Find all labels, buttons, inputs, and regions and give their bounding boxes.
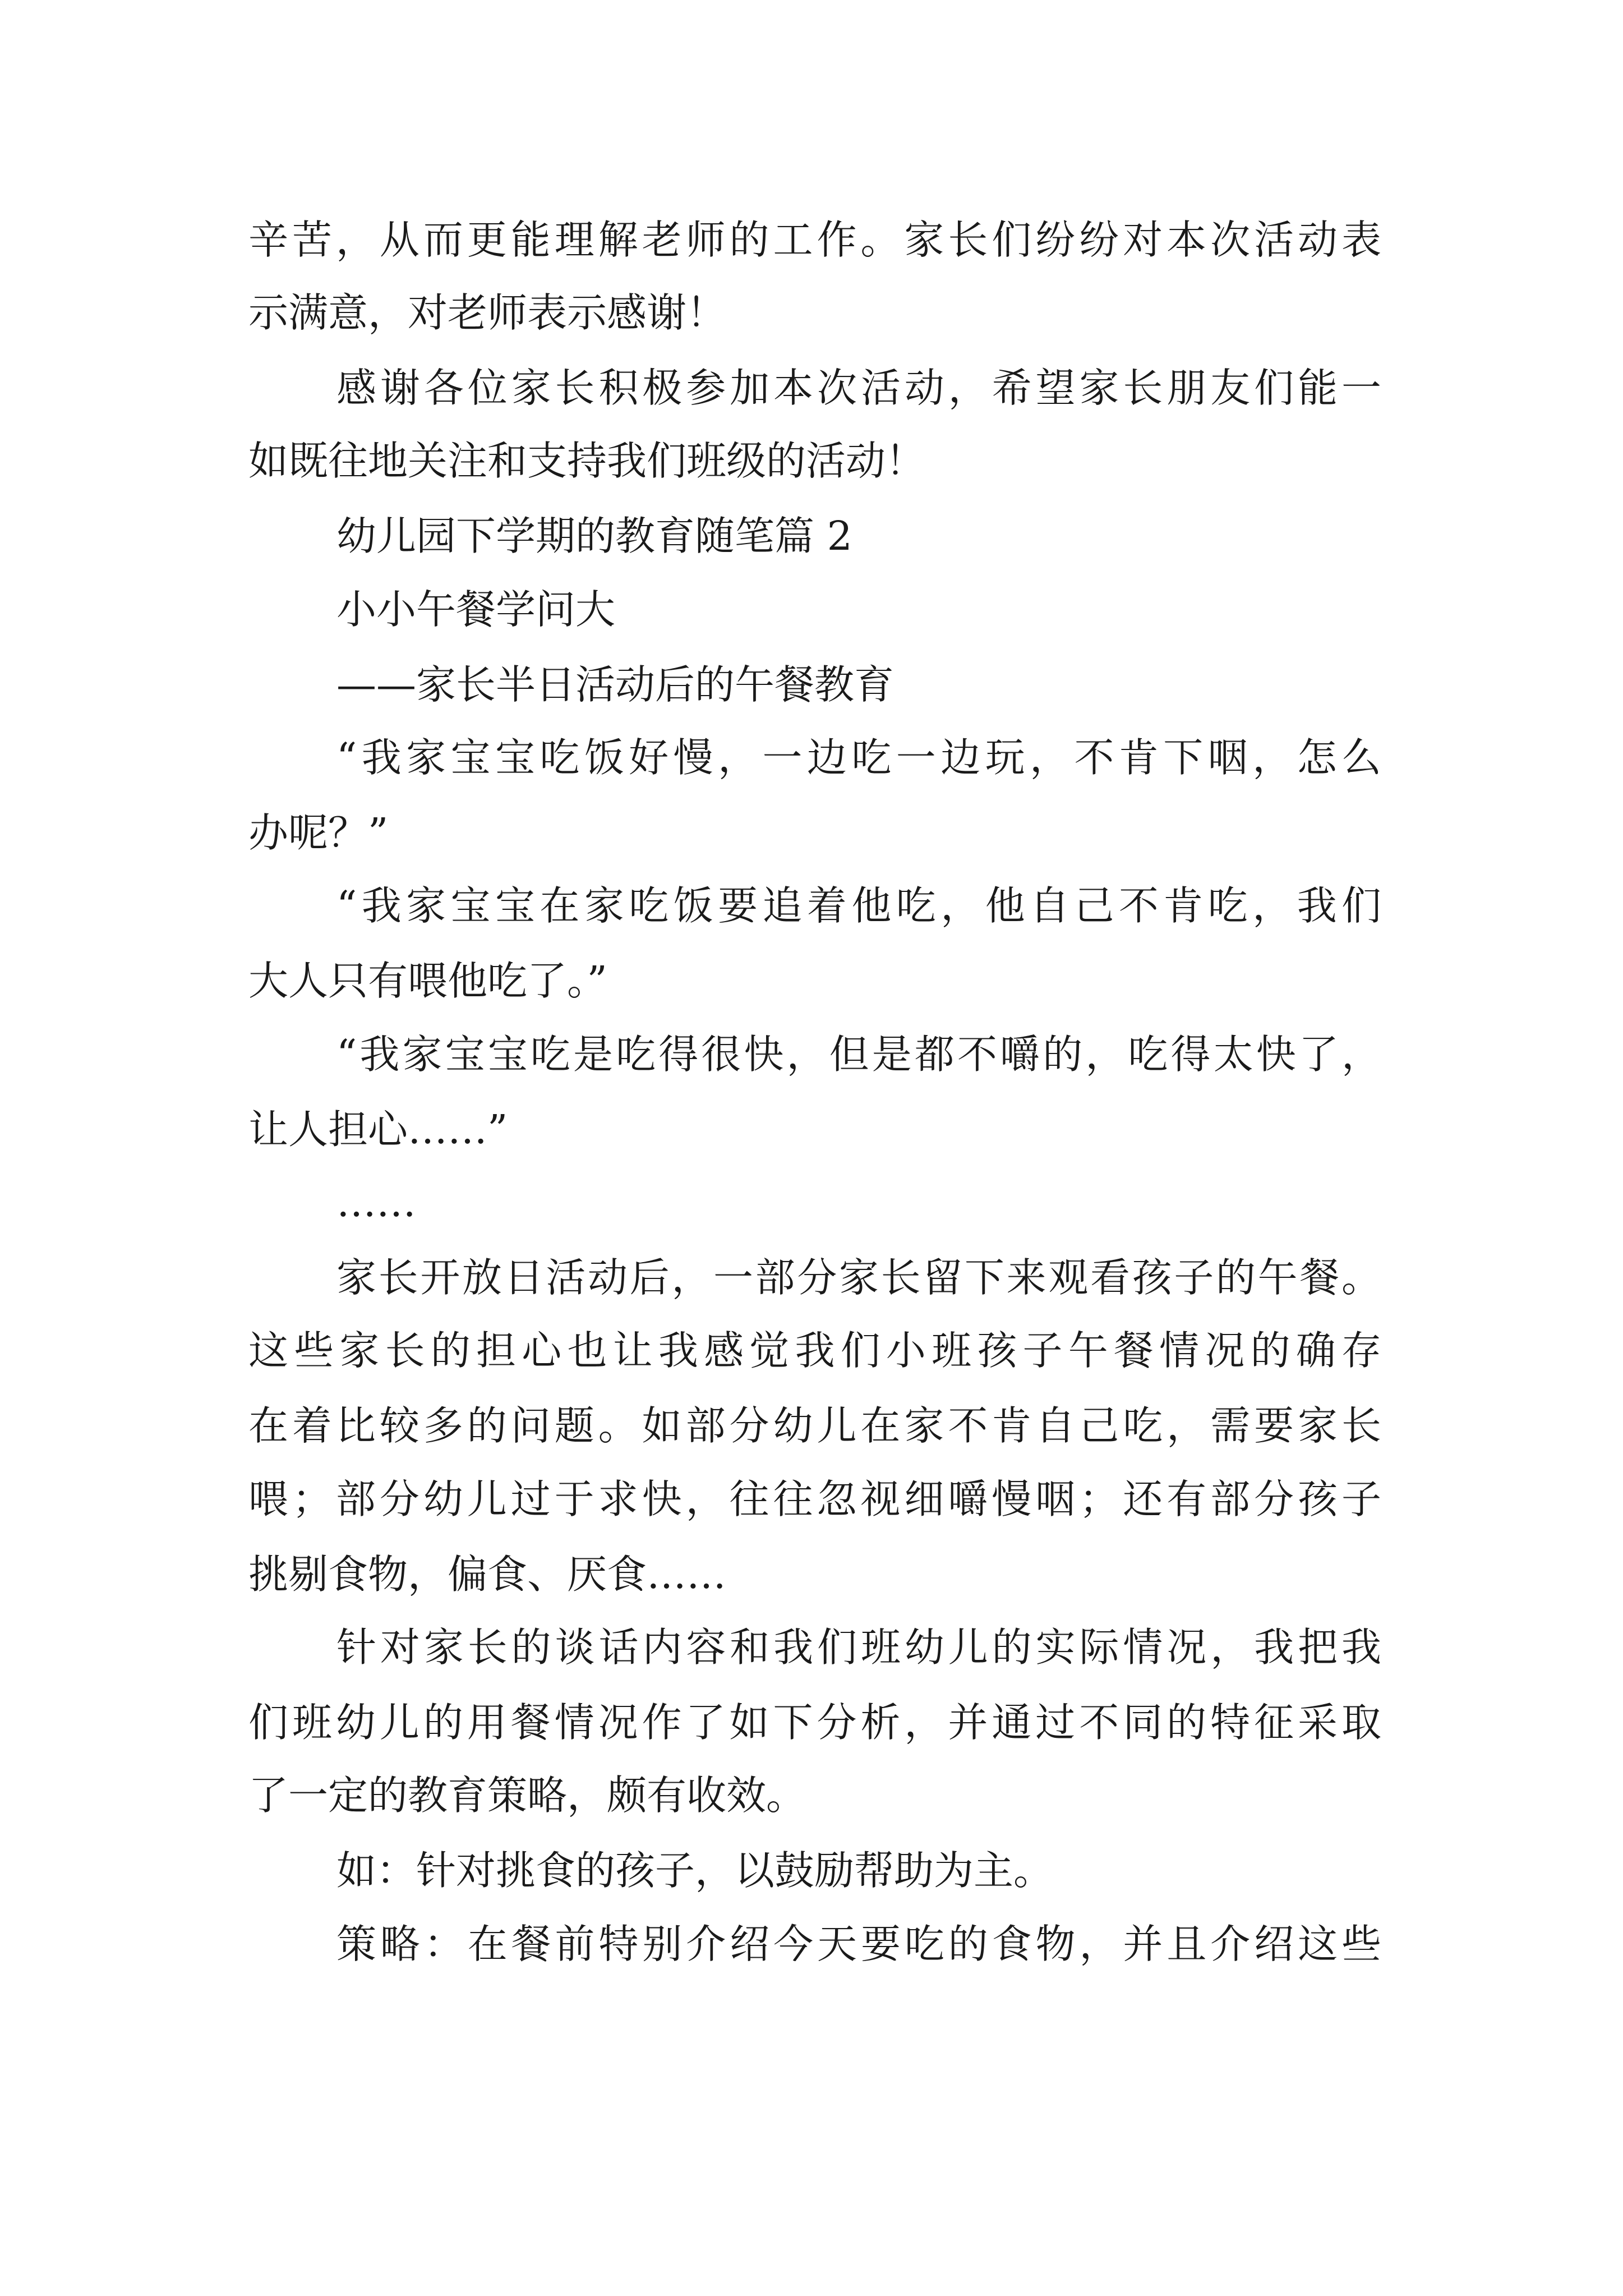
paragraph-line: 挑剔食物，偏食、厌食……: [248, 1551, 727, 1598]
quote-line: 让人担心……”: [248, 1106, 508, 1153]
ellipsis-line: ……: [336, 1179, 416, 1226]
paragraph-line: 在着比较多的问题。如部分幼儿在家不肯自己吃，需要家长: [248, 1402, 1381, 1449]
quote-line: “我家宝宝吃是吃得很快，但是都不嚼的，吃得太快了，: [336, 1031, 1381, 1078]
paragraph-line: 们班幼儿的用餐情况作了如下分析，并通过不同的特征采取: [248, 1699, 1381, 1746]
section-heading: 幼儿园下学期的教育随笔篇 2: [336, 513, 852, 559]
quote-line: 办呢？”: [248, 809, 389, 856]
paragraph-line: 了一定的教育策略，颇有收效。: [248, 1772, 806, 1819]
quote-line: “我家宝宝吃饭好慢，一边吃一边玩，不肯下咽，怎么: [336, 734, 1381, 781]
paragraph-line: 这些家长的担心也让我感觉我们小班孩子午餐情况的确存: [248, 1327, 1381, 1374]
paragraph-line: 喂；部分幼儿过于求快，往往忽视细嚼慢咽；还有部分孩子: [248, 1476, 1381, 1522]
paragraph-line: 辛苦，从而更能理解老师的工作。家长们纷纷对本次活动表: [248, 217, 1381, 263]
paragraph-line: 针对家长的谈话内容和我们班幼儿的实际情况，我把我: [336, 1624, 1381, 1671]
paragraph-line: 如：针对挑食的孩子，以鼓励帮助为主。: [336, 1847, 1054, 1894]
paragraph-line: 策略：在餐前特别介绍今天要吃的食物，并且介绍这些: [336, 1921, 1381, 1967]
quote-line: 大人只有喂他吃了。”: [248, 958, 607, 1004]
article-title: 小小午餐学问大: [336, 586, 616, 633]
paragraph-line: 如既往地关注和支持我们班级的活动！: [248, 438, 926, 484]
paragraph-line: 感谢各位家长积极参加本次活动，希望家长朋友们能一: [336, 365, 1381, 411]
paragraph-line: 家长开放日活动后，一部分家长留下来观看孩子的午餐。: [336, 1254, 1381, 1301]
quote-line: “我家宝宝在家吃饭要追着他吃，他自己不肯吃，我们: [336, 882, 1381, 929]
paragraph-line: 示满意，对老师表示感谢！: [248, 289, 727, 336]
article-subtitle: ——家长半日活动后的午餐教育: [336, 661, 895, 708]
